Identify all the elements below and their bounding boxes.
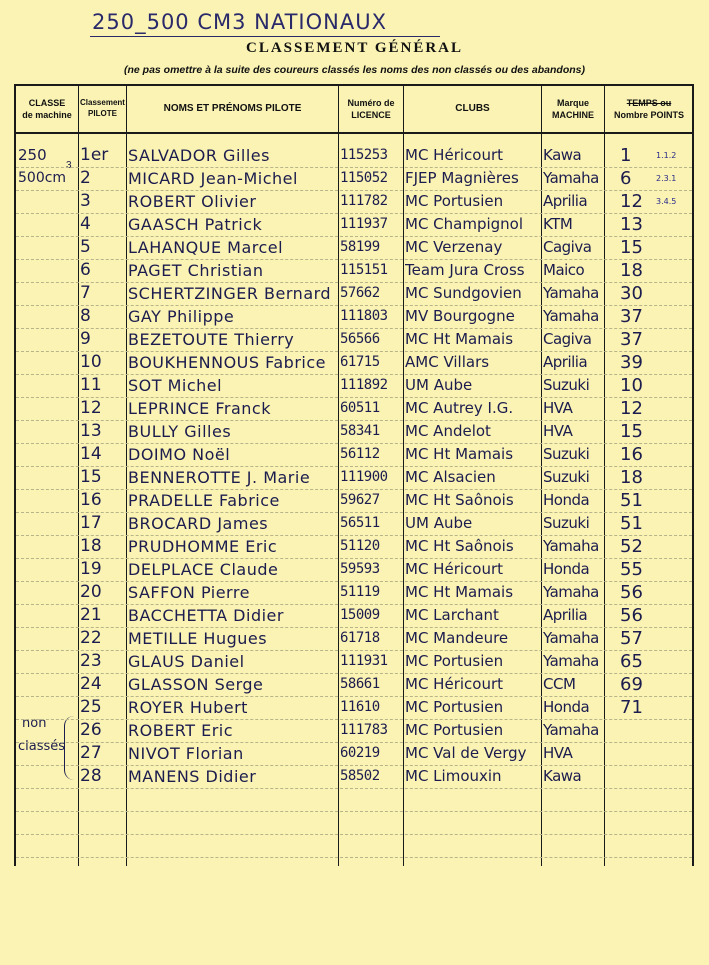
pilot-name-cell: ROYER Hubert [128,698,248,717]
machine-make-cell: Yamaha [543,284,599,302]
rank-cell: 8 [80,306,91,326]
club-cell: MC Champignol [405,215,524,233]
club-cell: MC Ht Saônois [405,537,514,555]
points-note-cell [656,420,692,443]
licence-cell: 111900 [340,469,388,485]
handwritten-category-title: 250_500 CM3 NATIONAUX [92,10,387,34]
pilot-name-cell: ROBERT Olivier [128,192,257,211]
rank-cell: 11 [80,375,102,395]
machine-make-cell: Suzuki [543,376,590,394]
header-points: Nombre POINTS [613,110,684,120]
pilot-name-cell: BENNEROTTE J. Marie [128,468,311,487]
club-cell: MC Ht Saônois [405,491,514,509]
rank-cell: 27 [80,743,102,763]
rank-cell: 15 [80,467,102,487]
machine-make-cell: KTM [543,215,573,233]
points-cell: 15 [620,421,643,442]
machine-make-cell: Cagiva [543,330,592,348]
licence-cell: 56112 [340,446,380,462]
rank-cell: 16 [80,490,102,510]
points-note-cell [656,650,692,673]
club-cell: MC Sundgovien [405,284,522,302]
rank-cell: 13 [80,421,102,441]
class-label-500: 500cm [18,170,67,186]
pilot-name-cell: GAY Philippe [128,307,235,326]
rank-cell: 24 [80,674,102,694]
machine-make-cell: Yamaha [543,169,599,187]
rank-cell: 22 [80,628,102,648]
pilot-name-cell: LEPRINCE Franck [128,399,271,418]
column-divider [403,84,404,866]
points-note-cell: 2.3.1 [656,174,677,183]
club-cell: UM Aube [405,514,473,532]
rank-cell: 9 [80,329,91,349]
licence-cell: 58341 [340,423,380,439]
machine-make-cell: Suzuki [543,514,590,532]
rank-cell: 17 [80,513,102,533]
points-cell: 12 [620,398,643,419]
licence-cell: 60511 [340,400,380,416]
licence-cell: 111931 [340,653,388,669]
licence-cell: 15009 [340,607,380,623]
points-cell [620,719,660,742]
points-cell: 18 [620,467,643,488]
column-divider [78,84,79,866]
points-note-cell [656,328,692,351]
points-note-cell [656,397,692,420]
pilot-name-cell: BEZETOUTE Thierry [128,330,295,349]
points-note-cell [656,512,692,535]
class-label-250: 250 [18,146,47,164]
pilot-name-cell: BULLY Gilles [128,422,232,441]
machine-make-cell: Suzuki [543,445,590,463]
points-note-cell [656,604,692,627]
rank-cell: 1er [80,145,109,165]
club-cell: FJEP Magnières [405,169,519,187]
machine-make-cell: Kawa [543,767,582,785]
rank-cell: 20 [80,582,102,602]
machine-make-cell: Yamaha [543,652,599,670]
machine-make-cell: Yamaha [543,721,599,739]
licence-cell: 58199 [340,239,380,255]
rank-cell: 10 [80,352,102,372]
points-note-cell [656,535,692,558]
club-cell: MC Ht Mamais [405,330,514,348]
machine-make-cell: Yamaha [543,583,599,601]
club-cell: MC Larchant [405,606,499,624]
pilot-name-cell: METILLE Hugues [128,629,268,648]
points-note-cell [656,443,692,466]
licence-cell: 111892 [340,377,388,393]
club-cell: MC Portusien [405,698,504,716]
pilot-name-cell: BACCHETTA Didier [128,606,284,625]
club-cell: MC Héricourt [405,560,504,578]
licence-cell: 56511 [340,515,380,531]
licence-cell: 57662 [340,285,380,301]
points-cell: 15 [620,237,643,258]
club-cell: MC Autrey I.G. [405,399,514,417]
club-cell: MC Ht Mamais [405,445,514,463]
points-note-cell [656,236,692,259]
points-note-cell: 1.1.2 [656,151,677,160]
machine-make-cell: Honda [543,560,590,578]
header-divider [14,132,694,134]
points-cell: 37 [620,306,643,327]
rank-cell: 7 [80,283,91,303]
points-cell: 18 [620,260,643,281]
non-classes-brace [64,716,75,780]
points-cell: 30 [620,283,643,304]
rank-cell: 18 [80,536,102,556]
licence-cell: 111803 [340,308,388,324]
licence-cell: 59627 [340,492,380,508]
rank-cell: 3 [80,191,91,211]
points-note-cell [656,213,692,236]
pilot-name-cell: BOUKHENNOUS Fabrice [128,353,326,372]
rank-cell: 28 [80,766,102,786]
rank-cell: 26 [80,720,102,740]
pilot-name-cell: SALVADOR Gilles [128,146,270,165]
points-cell: 13 [620,214,643,235]
rank-cell: 2 [80,168,91,188]
points-cell: 51 [620,513,643,534]
machine-make-cell: Honda [543,698,590,716]
machine-make-cell: HVA [543,422,573,440]
club-cell: UM Aube [405,376,473,394]
header-classe: CLASSE de machine [22,97,72,120]
pilot-name-cell: PRUDHOMME Eric [128,537,278,556]
points-cell: 56 [620,582,643,603]
licence-cell: 111783 [340,722,388,738]
points-note-cell [656,351,692,374]
row-rule [16,788,692,789]
machine-make-cell: Aprilia [543,192,588,210]
points-cell [620,742,660,765]
club-cell: AMC Villars [405,353,490,371]
machine-make-cell: CCM [543,675,576,693]
points-note-cell [656,719,692,742]
points-note-cell [656,765,692,788]
row-rule [16,834,692,835]
points-cell: 6 [620,168,632,189]
header-classement: Classement PILOTE [80,98,125,118]
pilot-name-cell: SOT Michel [128,376,223,395]
club-cell: MC Val de Vergy [405,744,527,762]
licence-cell: 111937 [340,216,388,232]
points-note-cell: 3.4.5 [656,197,677,206]
points-note-cell [656,673,692,696]
licence-cell: 11610 [340,699,380,715]
pilot-name-cell: SCHERTZINGER Bernard [128,284,332,303]
pilot-name-cell: GLASSON Serge [128,675,264,694]
points-note-cell [656,466,692,489]
machine-make-cell: HVA [543,399,573,417]
pilot-name-cell: MICARD Jean-Michel [128,169,298,188]
licence-cell: 60219 [340,745,380,761]
points-cell: 37 [620,329,643,350]
machine-make-cell: Yamaha [543,307,599,325]
club-cell: MC Alsacien [405,468,496,486]
points-cell: 52 [620,536,643,557]
points-cell [620,765,660,788]
licence-cell: 59593 [340,561,380,577]
club-cell: MC Héricourt [405,675,504,693]
rank-cell: 14 [80,444,102,464]
points-note-cell [656,581,692,604]
pilot-name-cell: BROCARD James [128,514,269,533]
rank-cell: 4 [80,214,91,234]
licence-cell: 115253 [340,147,388,163]
club-cell: MC Héricourt [405,146,504,164]
points-cell: 12 [620,191,643,212]
page-title: CLASSEMENT GÉNÉRAL [245,40,464,56]
points-cell: 10 [620,375,643,396]
pilot-name-cell: SAFFON Pierre [128,583,250,602]
page-subtitle: (ne pas omettre à la suite des coureurs classés les noms des non classés ou des abandons) [123,64,585,76]
pilot-name-cell: NIVOT Florian [128,744,244,763]
licence-cell: 115052 [340,170,388,186]
licence-cell: 58661 [340,676,380,692]
rank-cell: 5 [80,237,91,257]
points-note-cell [656,489,692,512]
rank-cell: 25 [80,697,102,717]
licence-cell: 61718 [340,630,380,646]
club-cell: MV Bourgogne [405,307,515,325]
points-cell: 71 [620,697,643,718]
title-underline [90,36,440,37]
points-cell: 57 [620,628,643,649]
points-note-cell [656,558,692,581]
class-label-superscript: 3 [66,160,72,171]
club-cell: Team Jura Cross [405,261,525,279]
row-rule [16,857,692,858]
licence-cell: 61715 [340,354,380,370]
points-cell: 65 [620,651,643,672]
pilot-name-cell: PRADELLE Fabrice [128,491,280,510]
licence-cell: 56566 [340,331,380,347]
machine-make-cell: Honda [543,491,590,509]
header-marque: Marque MACHINE [552,97,594,120]
machine-make-cell: Yamaha [543,629,599,647]
machine-make-cell: Cagiva [543,238,592,256]
rank-cell: 21 [80,605,102,625]
pilot-name-cell: ROBERT Eric [128,721,234,740]
points-note-cell [656,627,692,650]
points-cell: 69 [620,674,643,695]
header-temps: TEMPS ou [626,97,672,108]
machine-make-cell: Maico [543,261,585,279]
rank-cell: 6 [80,260,91,280]
points-cell: 51 [620,490,643,511]
licence-cell: 51120 [340,538,380,554]
header-noms: NOMS ET PRÉNOMS PILOTE [163,103,302,115]
non-classes-label: non [22,716,47,731]
row-rule [16,811,692,812]
licence-cell: 58502 [340,768,380,784]
licence-cell: 111782 [340,193,388,209]
points-note-cell [656,259,692,282]
machine-make-cell: HVA [543,744,573,762]
points-note-cell [656,282,692,305]
points-note-cell [656,696,692,719]
pilot-name-cell: LAHANQUE Marcel [128,238,284,257]
machine-make-cell: Suzuki [543,468,590,486]
points-cell: 1 [620,145,632,166]
club-cell: MC Portusien [405,192,504,210]
pilot-name-cell: GAASCH Patrick [128,215,263,234]
club-cell: MC Limouxin [405,767,502,785]
rank-cell: 19 [80,559,102,579]
machine-make-cell: Kawa [543,146,582,164]
points-cell: 56 [620,605,643,626]
pilot-name-cell: DOIMO Noël [128,445,231,464]
licence-cell: 51119 [340,584,380,600]
rank-cell: 12 [80,398,102,418]
club-cell: MC Andelot [405,422,491,440]
club-cell: MC Verzenay [405,238,503,256]
header-temps-points [605,86,693,132]
club-cell: MC Portusien [405,721,504,739]
points-cell: 16 [620,444,643,465]
points-note-cell [656,305,692,328]
points-cell: 55 [620,559,643,580]
pilot-name-cell: GLAUS Daniel [128,652,245,671]
pilot-name-cell: DELPLACE Claude [128,560,279,579]
non-classes-label: classés [18,739,66,754]
rank-cell: 23 [80,651,102,671]
pilot-name-cell: MANENS Didier [128,767,257,786]
points-cell: 39 [620,352,643,373]
licence-cell: 115151 [340,262,388,278]
machine-make-cell: Aprilia [543,353,588,371]
points-note-cell [656,374,692,397]
column-divider [126,84,127,866]
club-cell: MC Ht Mamais [405,583,514,601]
club-cell: MC Portusien [405,652,504,670]
machine-make-cell: Aprilia [543,606,588,624]
machine-make-cell: Yamaha [543,537,599,555]
column-divider [338,84,339,866]
pilot-name-cell: PAGET Christian [128,261,264,280]
club-cell: MC Mandeure [405,629,509,647]
points-note-cell [656,742,692,765]
header-clubs: CLUBS [455,103,490,115]
header-licence: Numéro de LICENCE [347,97,395,120]
